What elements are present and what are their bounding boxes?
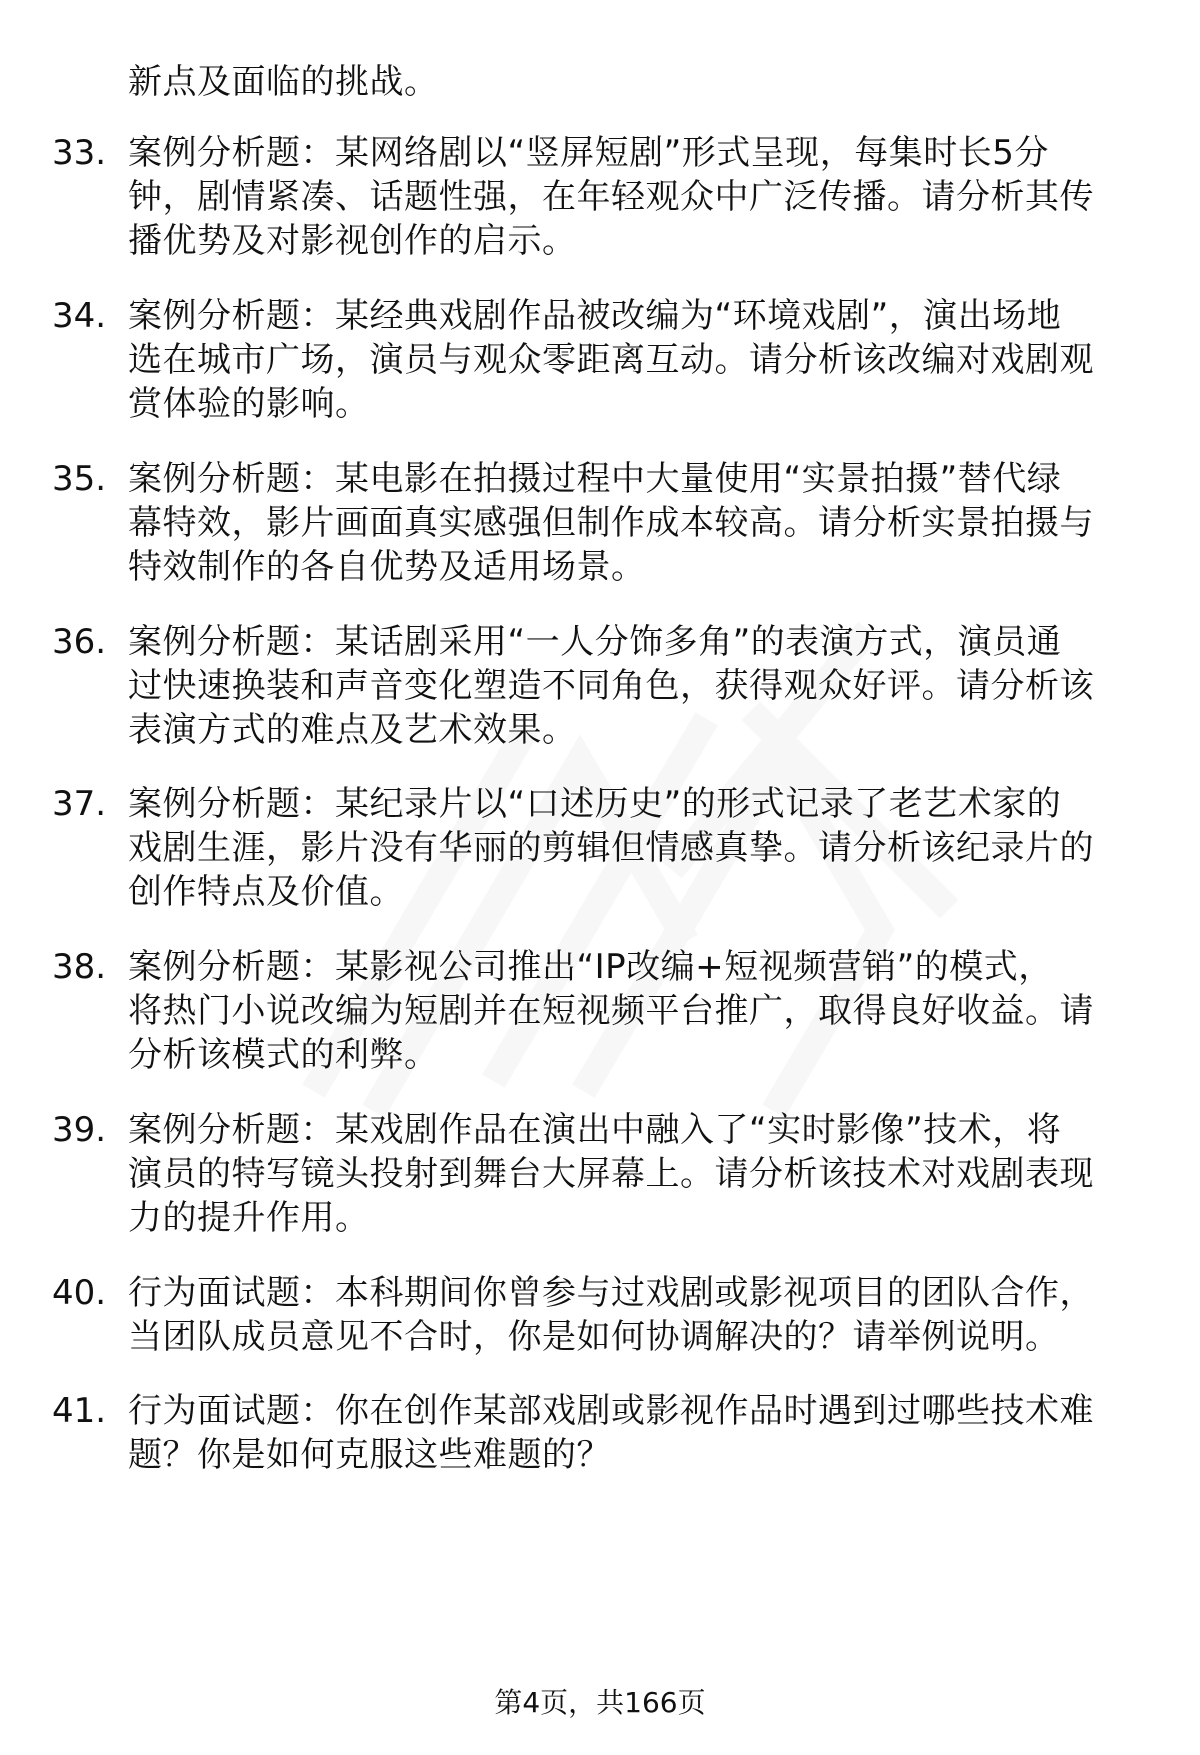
question-line: 案例分析题：某影视公司推出“IP改编+短视频营销”的模式， bbox=[128, 947, 1053, 987]
question-line: 行为面试题：你在创作某部戏剧或影视作品时遇到过哪些技术难 bbox=[128, 1391, 1094, 1431]
question-line: 钟，剧情紧凑、话题性强，在年轻观众中广泛传播。请分析其传 bbox=[128, 177, 1094, 217]
question-line: 赏体验的影响。 bbox=[128, 384, 370, 424]
question-line: 力的提升作用。 bbox=[128, 1198, 370, 1238]
question-line: 戏剧生涯，影片没有华丽的剪辑但情感真挚。请分析该纪录片的 bbox=[128, 828, 1094, 868]
question-number: 40. bbox=[52, 1273, 107, 1313]
question-line: 案例分析题：某戏剧作品在演出中融入了“实时影像”技术，将 bbox=[128, 1110, 1062, 1150]
question-number: 38. bbox=[52, 947, 107, 987]
question-line: 案例分析题：某话剧采用“一人分饰多角”的表演方式，演员通 bbox=[128, 622, 1062, 662]
question-number: 41. bbox=[52, 1391, 107, 1431]
question-number: 36. bbox=[52, 622, 107, 662]
question-line: 题？你是如何克服这些难题的？ bbox=[128, 1435, 611, 1475]
question-line: 播优势及对影视创作的启示。 bbox=[128, 221, 577, 261]
question-line: 演员的特写镜头投射到舞台大屏幕上。请分析该技术对戏剧表现 bbox=[128, 1154, 1094, 1194]
question-number: 33. bbox=[52, 133, 107, 173]
question-line: 案例分析题：某电影在拍摄过程中大量使用“实景拍摄”替代绿 bbox=[128, 459, 1062, 499]
page-footer: 第4页，共166页 bbox=[494, 1686, 706, 1719]
question-line: 分析该模式的利弊。 bbox=[128, 1035, 439, 1075]
question-line: 将热门小说改编为短剧并在短视频平台推广，取得良好收益。请 bbox=[128, 991, 1094, 1031]
question-line: 选在城市广场，演员与观众零距离互动。请分析该改编对戏剧观 bbox=[128, 340, 1094, 380]
question-line: 特效制作的各自优势及适用场景。 bbox=[128, 547, 646, 587]
question-line: 案例分析题：某经典戏剧作品被改编为“环境戏剧”，演出场地 bbox=[128, 296, 1062, 336]
question-line: 过快速换装和声音变化塑造不同角色，获得观众好评。请分析该 bbox=[128, 666, 1094, 706]
question-number: 39. bbox=[52, 1110, 107, 1150]
question-number: 37. bbox=[52, 784, 107, 824]
question-line: 案例分析题：某纪录片以“口述历史”的形式记录了老艺术家的 bbox=[128, 784, 1062, 824]
question-number: 34. bbox=[52, 296, 107, 336]
question-line: 案例分析题：某网络剧以“竖屏短剧”形式呈现，每集时长5分 bbox=[128, 133, 1049, 173]
question-line: 行为面试题：本科期间你曾参与过戏剧或影视项目的团队合作， bbox=[128, 1273, 1094, 1313]
question-number: 35. bbox=[52, 459, 107, 499]
question-line: 幕特效，影片画面真实感强但制作成本较高。请分析实景拍摄与 bbox=[128, 503, 1094, 543]
question-line: 表演方式的难点及艺术效果。 bbox=[128, 710, 577, 750]
intro-line: 新点及面临的挑战。 bbox=[128, 62, 439, 102]
question-line: 当团队成员意见不合时，你是如何协调解决的？请举例说明。 bbox=[128, 1317, 1060, 1357]
question-line: 创作特点及价值。 bbox=[128, 872, 404, 912]
